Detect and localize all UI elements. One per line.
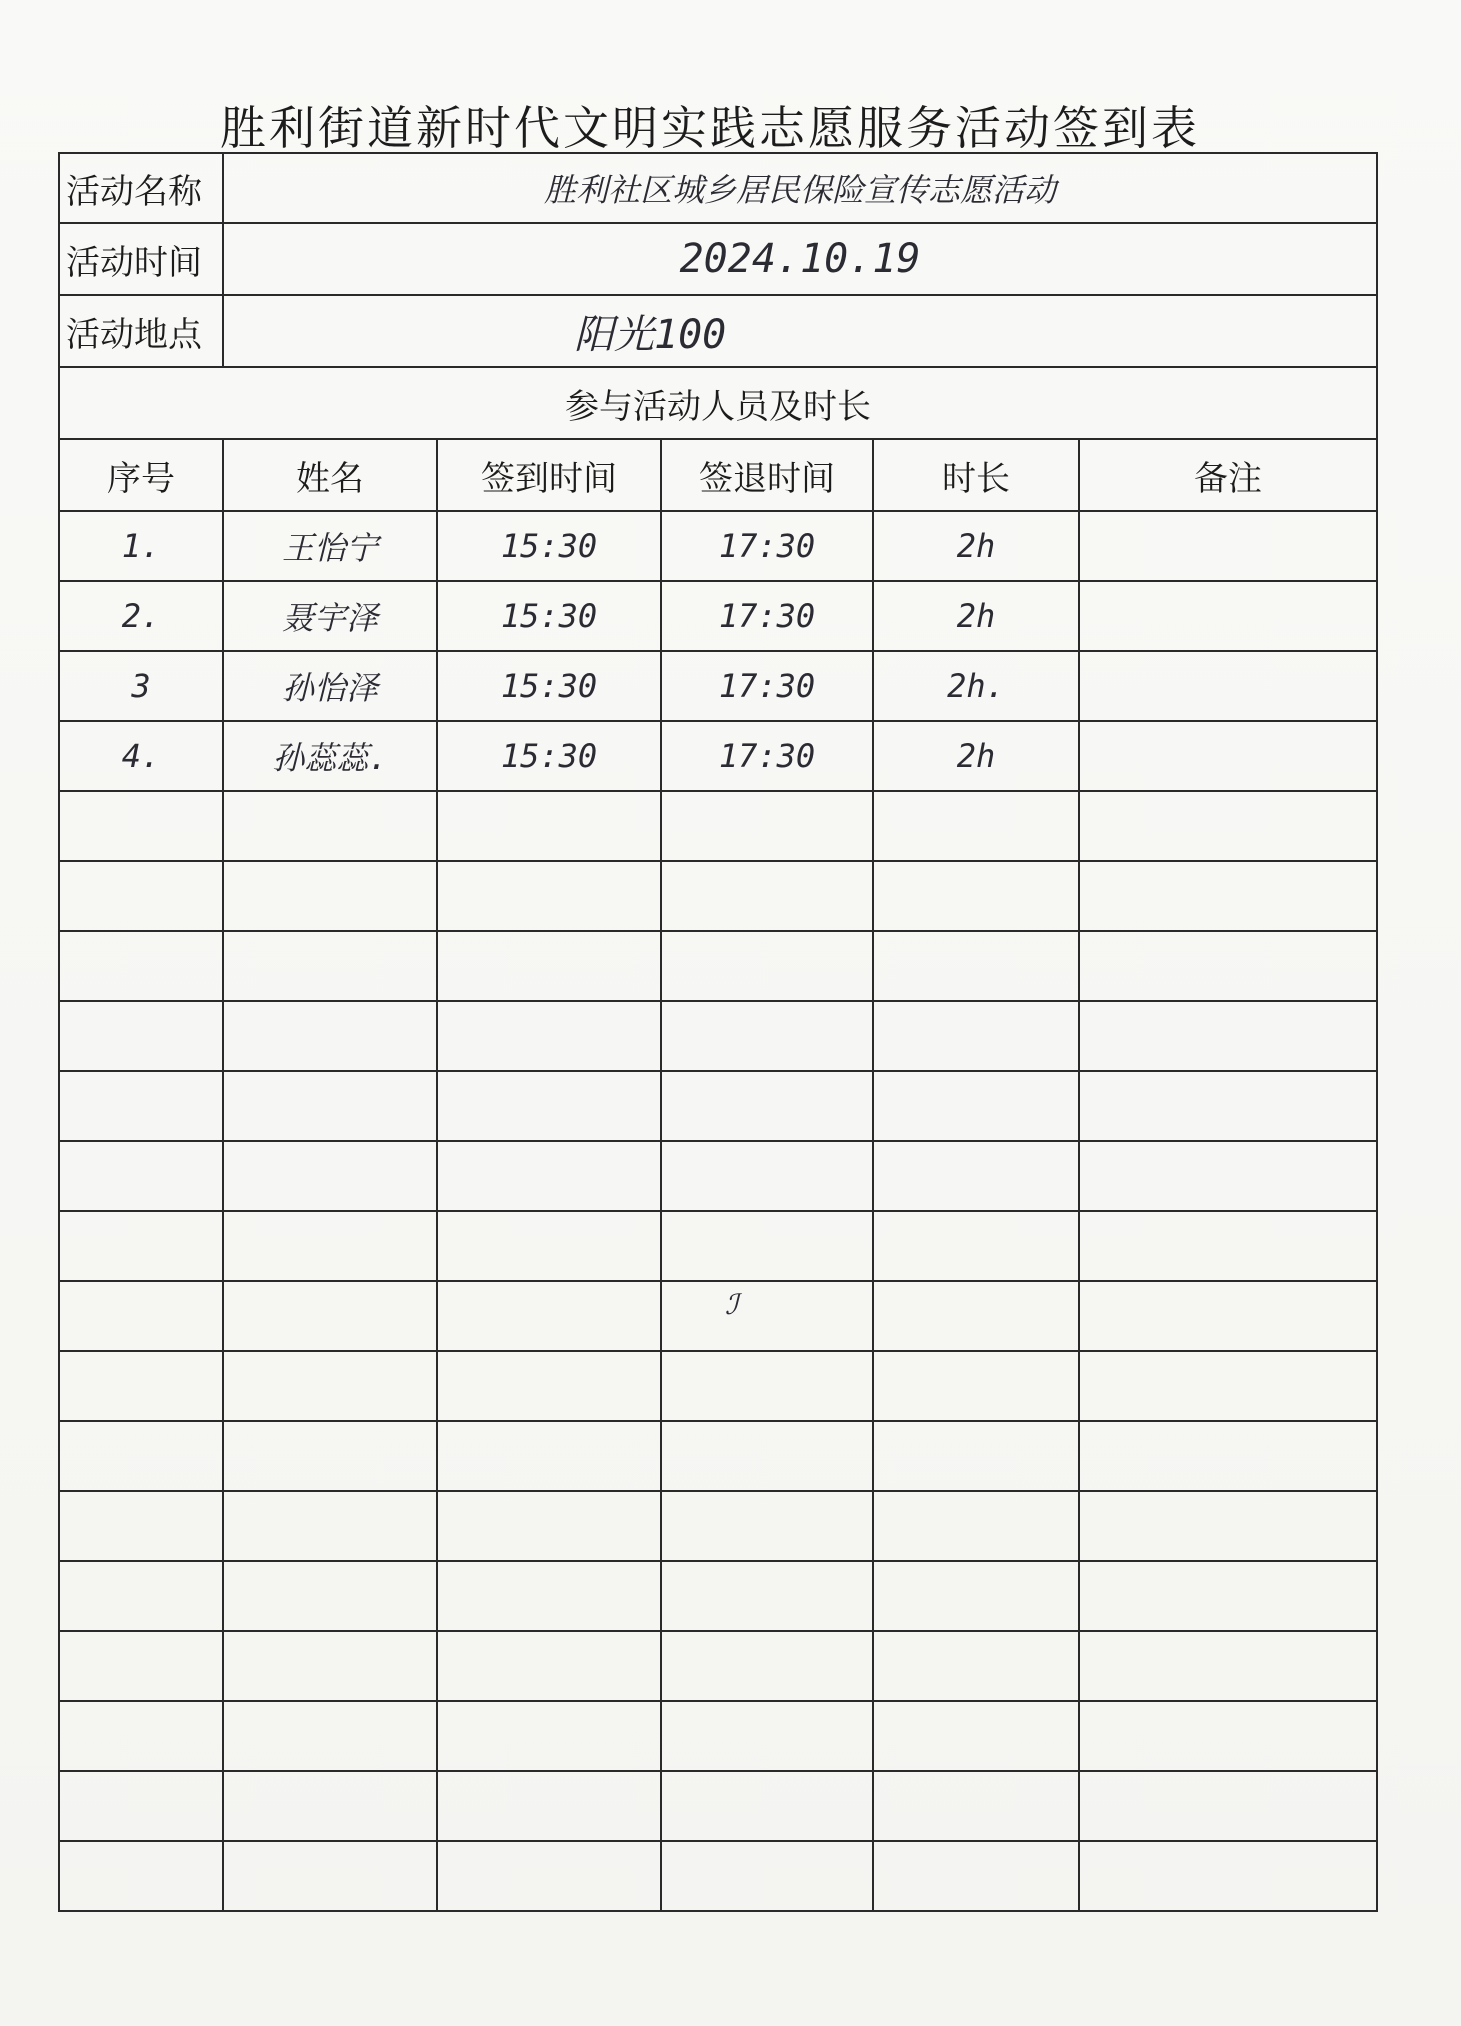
row-number xyxy=(59,1561,223,1631)
activity-place-label: 活动地点 xyxy=(59,295,223,367)
participant-name xyxy=(223,1841,437,1911)
activity-name-value: 胜利社区城乡居民保险宣传志愿活动 xyxy=(223,153,1377,223)
table-row xyxy=(59,1421,1377,1491)
sign-in-time xyxy=(437,1421,661,1491)
column-header: 签到时间 xyxy=(437,439,661,511)
column-header: 姓名 xyxy=(223,439,437,511)
table-row xyxy=(59,1561,1377,1631)
participant-name xyxy=(223,1351,437,1421)
table-row xyxy=(59,931,1377,1001)
duration xyxy=(873,1211,1079,1281)
table-row xyxy=(59,581,1377,651)
duration xyxy=(873,1421,1079,1491)
participant-name xyxy=(223,1281,437,1351)
table-row xyxy=(59,721,1377,791)
row-number xyxy=(59,1841,223,1911)
duration xyxy=(873,1141,1079,1211)
duration xyxy=(873,931,1079,1001)
table-row xyxy=(59,1701,1377,1771)
remarks xyxy=(1079,1421,1377,1491)
table-row xyxy=(59,1141,1377,1211)
form-table-wrapper xyxy=(58,152,1376,1922)
row-number xyxy=(59,1141,223,1211)
participant-name xyxy=(223,1701,437,1771)
duration xyxy=(873,1351,1079,1421)
remarks xyxy=(1079,791,1377,861)
sign-out-time xyxy=(661,1841,873,1911)
sign-out-time xyxy=(661,1211,873,1281)
sign-out-time xyxy=(661,1351,873,1421)
sign-in-time: 15:30 xyxy=(437,721,661,791)
participant-name: 孙怡泽 xyxy=(223,651,437,721)
sign-out-time xyxy=(661,1561,873,1631)
activity-time-row xyxy=(59,223,1377,295)
duration xyxy=(873,1771,1079,1841)
row-number xyxy=(59,861,223,931)
participant-name: 孙蕊蕊. xyxy=(223,721,437,791)
sign-in-time xyxy=(437,1351,661,1421)
section-title: 参与活动人员及时长 xyxy=(59,367,1377,439)
activity-name-row xyxy=(59,153,1377,223)
remarks xyxy=(1079,581,1377,651)
table-row xyxy=(59,791,1377,861)
duration: 2h. xyxy=(873,651,1079,721)
activity-name-label: 活动名称 xyxy=(59,153,223,223)
participant-name xyxy=(223,1771,437,1841)
activity-place-row xyxy=(59,295,1377,367)
sign-out-time xyxy=(661,791,873,861)
sign-in-time xyxy=(437,1701,661,1771)
participant-name xyxy=(223,1421,437,1491)
table-row xyxy=(59,1351,1377,1421)
sign-in-time: 15:30 xyxy=(437,651,661,721)
table-row xyxy=(59,1281,1377,1351)
sign-out-time xyxy=(661,1071,873,1141)
row-number xyxy=(59,1281,223,1351)
sign-out-time xyxy=(661,1421,873,1491)
sign-in-time xyxy=(437,1561,661,1631)
remarks xyxy=(1079,1631,1377,1701)
sign-out-time xyxy=(661,1631,873,1701)
remarks xyxy=(1079,1351,1377,1421)
row-number xyxy=(59,1071,223,1141)
sign-in-time xyxy=(437,931,661,1001)
row-number xyxy=(59,1351,223,1421)
row-number xyxy=(59,1631,223,1701)
row-number: 3 xyxy=(59,651,223,721)
sign-out-time xyxy=(661,1281,873,1351)
participant-name xyxy=(223,1211,437,1281)
table-row xyxy=(59,651,1377,721)
table-row xyxy=(59,1491,1377,1561)
duration xyxy=(873,1281,1079,1351)
sign-in-time xyxy=(437,1141,661,1211)
participant-name xyxy=(223,791,437,861)
sign-in-time xyxy=(437,1771,661,1841)
remarks xyxy=(1079,1701,1377,1771)
sign-out-time xyxy=(661,1771,873,1841)
participant-name xyxy=(223,1141,437,1211)
table-row xyxy=(59,1001,1377,1071)
table-row xyxy=(59,1071,1377,1141)
remarks xyxy=(1079,721,1377,791)
sign-in-time xyxy=(437,1281,661,1351)
table-row xyxy=(59,511,1377,581)
sign-out-time: 17:30 xyxy=(661,581,873,651)
form-title: 胜利街道新时代文明实践志愿服务活动签到表 xyxy=(220,101,1200,155)
column-header: 序号 xyxy=(59,439,223,511)
duration: 2h xyxy=(873,511,1079,581)
participant-name xyxy=(223,1001,437,1071)
activity-time-value: 2024.10.19 xyxy=(223,223,1377,295)
remarks xyxy=(1079,1001,1377,1071)
row-number: 1. xyxy=(59,511,223,581)
sign-in-time xyxy=(437,861,661,931)
sign-out-time xyxy=(661,1141,873,1211)
duration xyxy=(873,1841,1079,1911)
column-header: 时长 xyxy=(873,439,1079,511)
sign-in-time xyxy=(437,1001,661,1071)
remarks xyxy=(1079,861,1377,931)
form-table xyxy=(58,152,1378,1912)
sign-in-time xyxy=(437,1491,661,1561)
column-header: 签退时间 xyxy=(661,439,873,511)
sign-in-time: 15:30 xyxy=(437,581,661,651)
remarks xyxy=(1079,651,1377,721)
sign-in-time xyxy=(437,1841,661,1911)
sign-out-time xyxy=(661,1701,873,1771)
table-row xyxy=(59,1211,1377,1281)
participant-name xyxy=(223,1071,437,1141)
participant-name xyxy=(223,1631,437,1701)
sign-in-time: 15:30 xyxy=(437,511,661,581)
sign-in-time xyxy=(437,1071,661,1141)
remarks xyxy=(1079,511,1377,581)
row-number: 4. xyxy=(59,721,223,791)
row-number xyxy=(59,1421,223,1491)
activity-place-value: 阳光100 xyxy=(223,295,1377,367)
remarks xyxy=(1079,931,1377,1001)
table-row xyxy=(59,1841,1377,1911)
row-number xyxy=(59,1211,223,1281)
sign-in-time xyxy=(437,1631,661,1701)
participant-name xyxy=(223,1491,437,1561)
row-number xyxy=(59,1491,223,1561)
duration xyxy=(873,1071,1079,1141)
sign-in-time xyxy=(437,791,661,861)
table-row xyxy=(59,1771,1377,1841)
row-number: 2. xyxy=(59,581,223,651)
row-number xyxy=(59,1771,223,1841)
participant-name: 聂宇泽 xyxy=(223,581,437,651)
table-row xyxy=(59,861,1377,931)
duration xyxy=(873,791,1079,861)
sign-out-time xyxy=(661,1491,873,1561)
participant-name xyxy=(223,1561,437,1631)
sign-in-time xyxy=(437,1211,661,1281)
column-header: 备注 xyxy=(1079,439,1377,511)
row-number xyxy=(59,1701,223,1771)
duration: 2h xyxy=(873,581,1079,651)
row-number xyxy=(59,791,223,861)
sign-out-time: 17:30 xyxy=(661,651,873,721)
duration xyxy=(873,1561,1079,1631)
remarks xyxy=(1079,1071,1377,1141)
remarks xyxy=(1079,1141,1377,1211)
sign-out-time xyxy=(661,931,873,1001)
table-row xyxy=(59,1631,1377,1701)
remarks xyxy=(1079,1841,1377,1911)
remarks xyxy=(1079,1561,1377,1631)
remarks xyxy=(1079,1491,1377,1561)
column-header-row xyxy=(59,439,1377,511)
remarks xyxy=(1079,1281,1377,1351)
participant-name xyxy=(223,931,437,1001)
participant-name xyxy=(223,861,437,931)
sign-out-time xyxy=(661,861,873,931)
section-row xyxy=(59,367,1377,439)
remarks xyxy=(1079,1211,1377,1281)
duration xyxy=(873,1631,1079,1701)
sign-out-time xyxy=(661,1001,873,1071)
duration xyxy=(873,861,1079,931)
duration xyxy=(873,1001,1079,1071)
sign-out-time: 17:30 xyxy=(661,511,873,581)
row-number xyxy=(59,1001,223,1071)
participant-name: 王怡宁 xyxy=(223,511,437,581)
row-number xyxy=(59,931,223,1001)
remarks xyxy=(1079,1771,1377,1841)
sign-out-time: 17:30 xyxy=(661,721,873,791)
duration: 2h xyxy=(873,721,1079,791)
stray-pen-mark: ℐ xyxy=(725,1288,739,1321)
duration xyxy=(873,1491,1079,1561)
activity-time-label: 活动时间 xyxy=(59,223,223,295)
duration xyxy=(873,1701,1079,1771)
